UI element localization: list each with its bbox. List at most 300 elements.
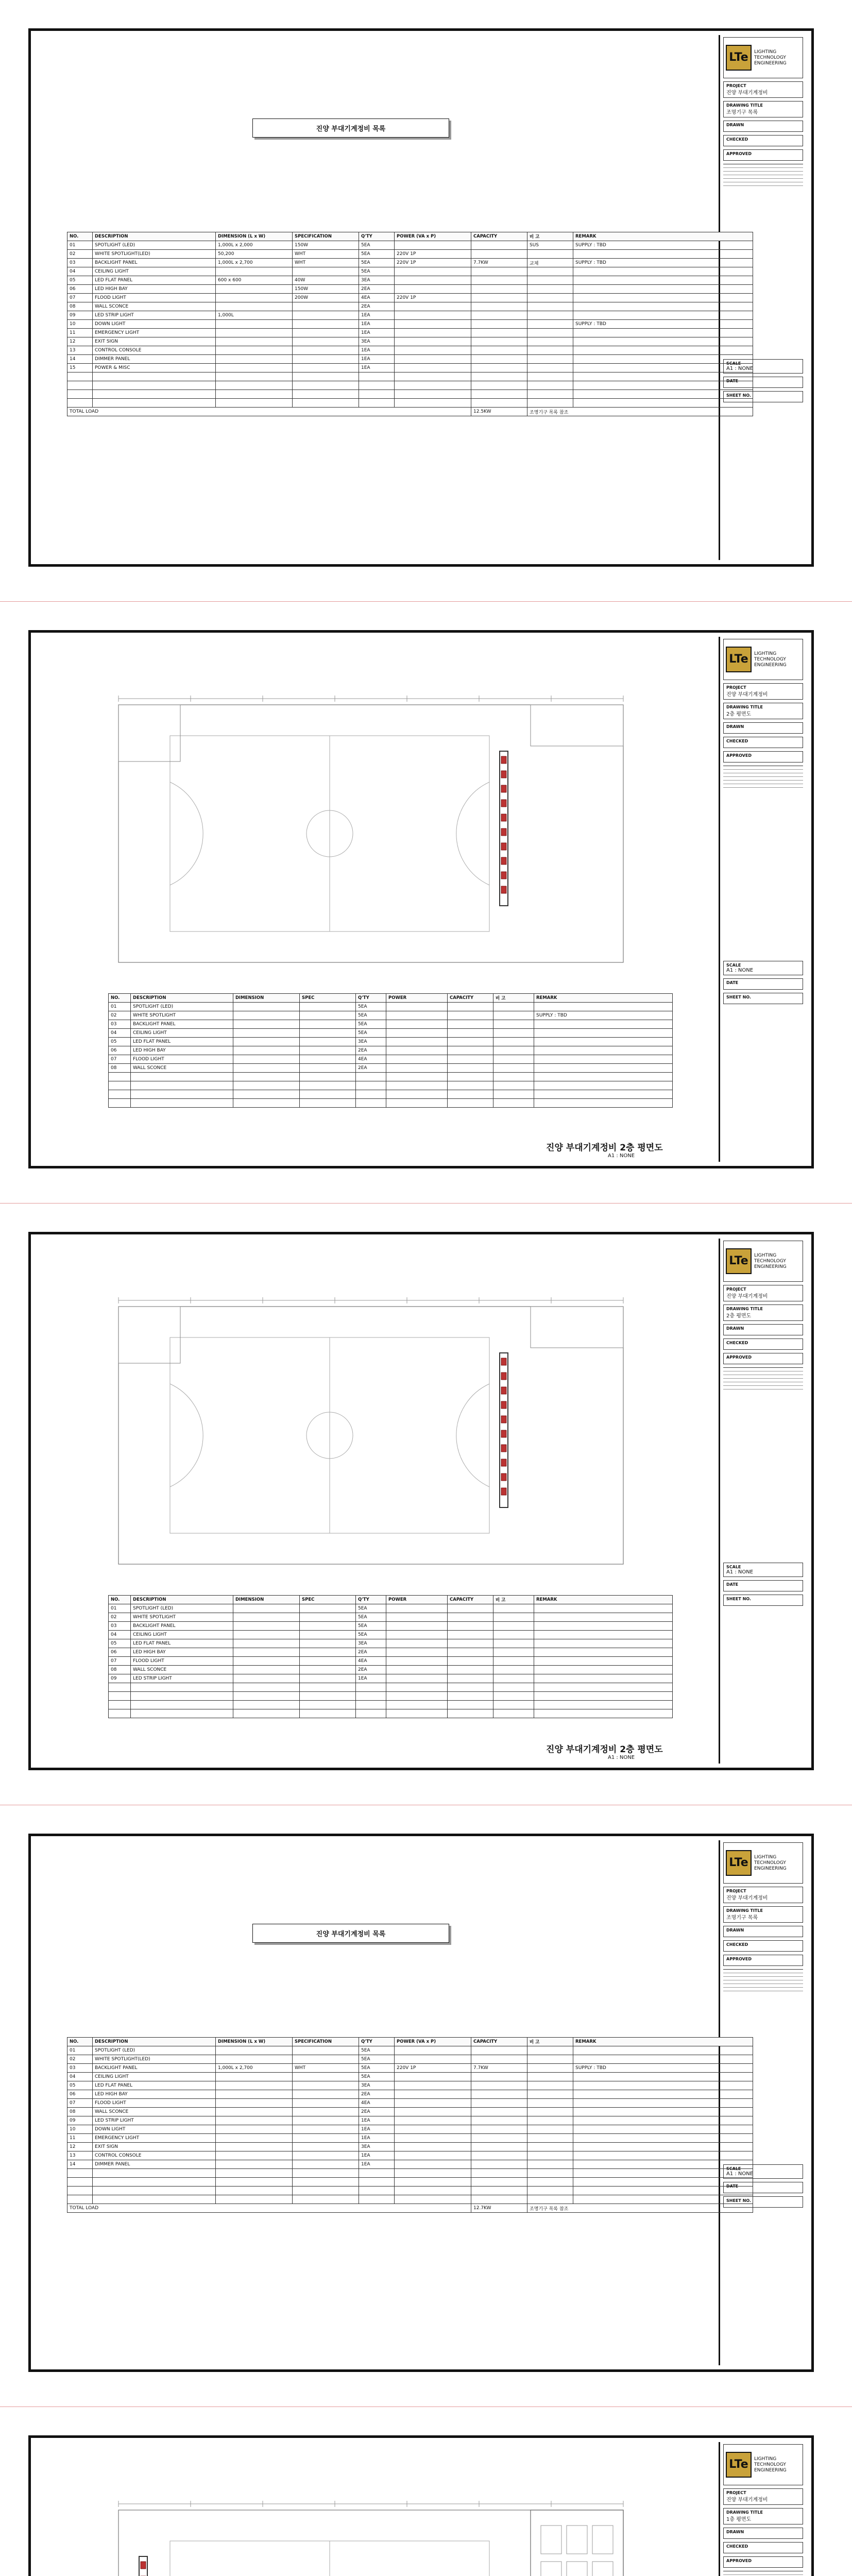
table-cell [293, 2116, 359, 2125]
field-label: PROJECT [726, 1287, 746, 1292]
table-cell: 2EA [359, 2108, 395, 2116]
light-fixture [501, 1401, 506, 1409]
firm-name-line: TECHNOLOGY [754, 656, 786, 662]
table-row [67, 2125, 753, 2134]
table-cell [216, 267, 293, 276]
revision-line [723, 1980, 803, 1984]
table-cell: BACKLIGHT PANEL [93, 2064, 216, 2073]
light-fixture [501, 1445, 506, 1452]
table-cell: DOWN LIGHT [93, 2125, 216, 2134]
column-header: SPECIFICATION [293, 232, 359, 241]
table-cell [109, 1692, 131, 1701]
light-fixture [501, 843, 506, 850]
table-cell: LED HIGH BAY [131, 1046, 233, 1055]
table-cell: 13 [67, 2151, 93, 2160]
table-cell [534, 1604, 673, 1613]
table-total-row [67, 2204, 753, 2213]
firm-logo [723, 1842, 803, 1884]
table-cell [359, 2195, 395, 2204]
date-cell [723, 1580, 803, 1591]
table-cell [448, 1666, 493, 1674]
revision-line [723, 1371, 803, 1375]
scale-cell [723, 961, 803, 975]
table-cell [386, 1081, 448, 1090]
table-cell [293, 2143, 359, 2151]
table-cell [527, 2116, 573, 2125]
table-cell [534, 1038, 673, 1046]
table-cell [131, 1073, 233, 1081]
table-cell: SUPPLY : TBD [573, 2064, 753, 2073]
table-cell [534, 1613, 673, 1622]
toilet-stall [592, 2526, 613, 2554]
table-cell [395, 2073, 471, 2081]
column-header: DESCRIPTION [131, 1596, 233, 1604]
table-cell [534, 1099, 673, 1108]
table-cell [233, 1692, 300, 1701]
field-label: DRAWN [726, 2530, 744, 2534]
field-label: PROJECT [726, 83, 746, 88]
table-cell [527, 285, 573, 294]
table-cell [216, 2134, 293, 2143]
building-outline [118, 705, 623, 962]
field-label: DATE [726, 2184, 739, 2189]
table-cell [471, 2178, 527, 2187]
table-cell [573, 276, 753, 285]
table-cell [534, 1674, 673, 1683]
table-cell: 5EA [356, 1604, 386, 1613]
table-cell [573, 2187, 753, 2195]
table-cell [395, 2055, 471, 2064]
revision-lines [723, 2571, 803, 2576]
table-cell [534, 1639, 673, 1648]
table-cell: 12 [67, 2143, 93, 2151]
table-cell [300, 1604, 356, 1613]
table-cell [216, 2143, 293, 2151]
table-cell [131, 1683, 233, 1692]
table-cell: 교체 [527, 259, 573, 267]
table-cell: 14 [67, 2160, 93, 2169]
table-cell [573, 364, 753, 372]
table-row-empty [67, 2178, 753, 2187]
field-value: A1 : NONE [726, 968, 754, 973]
table-cell [395, 390, 471, 399]
table-cell [395, 2151, 471, 2160]
table-cell [471, 337, 527, 346]
table-cell [471, 2134, 527, 2143]
table-row [67, 329, 753, 337]
table-cell [471, 2116, 527, 2125]
table-cell [233, 1099, 300, 1108]
table-cell [395, 2081, 471, 2090]
table-cell [471, 390, 527, 399]
table-cell [527, 355, 573, 364]
column-header: 비 고 [493, 994, 534, 1003]
table-cell [534, 1631, 673, 1639]
drawing-title-cell [723, 1906, 803, 1923]
checked-cell [723, 1940, 803, 1952]
revision-line [723, 1382, 803, 1386]
table-cell [527, 311, 573, 320]
column-header: POWER [386, 1596, 448, 1604]
table-cell [233, 1648, 300, 1657]
table-cell [293, 2187, 359, 2195]
table-row [67, 311, 753, 320]
table-cell: 09 [67, 2116, 93, 2125]
table-cell [216, 320, 293, 329]
table-cell [395, 2046, 471, 2055]
court-arc-left [170, 1384, 203, 1487]
table-cell: CEILING LIGHT [131, 1029, 233, 1038]
table-cell [493, 1064, 534, 1073]
schedule-table [108, 993, 673, 1108]
table-cell [573, 329, 753, 337]
sheet-number-cell [723, 1595, 803, 1606]
table-cell [471, 346, 527, 355]
table-cell [527, 390, 573, 399]
column-header: Q'TY [356, 994, 386, 1003]
table-cell [67, 381, 93, 390]
field-label: PROJECT [726, 2490, 746, 2495]
table-cell: WALL SCONCE [131, 1666, 233, 1674]
table-cell [386, 1657, 448, 1666]
plan-scale: A1 : NONE [608, 1153, 635, 1159]
table-cell [534, 1064, 673, 1073]
table-cell: SPOTLIGHT (LED) [131, 1604, 233, 1613]
field-label: CHECKED [726, 137, 748, 142]
light-fixture [501, 1358, 506, 1365]
table-cell [471, 267, 527, 276]
table-cell: 5EA [359, 2046, 395, 2055]
field-value: 2층 평면도 [726, 1313, 752, 1319]
table-cell: 220V 1P [395, 2064, 471, 2073]
table-cell [573, 2116, 753, 2125]
table-cell [527, 320, 573, 329]
table-cell: FLOOD LIGHT [93, 294, 216, 302]
column-header: REMARK [534, 994, 673, 1003]
table-cell [573, 346, 753, 355]
table-row [109, 1674, 673, 1683]
column-header: 비 고 [493, 1596, 534, 1604]
drawing-sheet [0, 2407, 852, 2576]
table-cell: 06 [67, 2090, 93, 2099]
table-cell: 09 [109, 1674, 131, 1683]
table-cell [395, 285, 471, 294]
table-cell [293, 311, 359, 320]
table-cell [233, 1046, 300, 1055]
table-cell: EXIT SIGN [93, 2143, 216, 2151]
revision-line [723, 164, 803, 168]
schedule-table [108, 1595, 673, 1718]
table-cell [471, 2187, 527, 2195]
table-cell [471, 294, 527, 302]
table-cell [573, 2134, 753, 2143]
building-outline [118, 2510, 623, 2576]
table-cell [293, 2055, 359, 2064]
table-cell: 1EA [359, 2116, 395, 2125]
column-header: SPEC [300, 1596, 356, 1604]
table-cell [493, 1099, 534, 1108]
revision-line [723, 781, 803, 784]
table-cell [527, 2178, 573, 2187]
table-cell [233, 1081, 300, 1090]
table-cell [573, 372, 753, 381]
column-header: DESCRIPTION [131, 994, 233, 1003]
table-cell: 150W [293, 241, 359, 250]
toilet-stall [541, 2562, 561, 2576]
table-cell [573, 294, 753, 302]
table-cell: 02 [67, 2055, 93, 2064]
table-cell [493, 1003, 534, 1011]
checked-cell [723, 1338, 803, 1350]
table-cell [356, 1090, 386, 1099]
table-cell [233, 1020, 300, 1029]
revision-line [723, 179, 803, 182]
light-fixture [501, 1473, 506, 1481]
table-row [109, 1613, 673, 1622]
table-cell: 1EA [359, 320, 395, 329]
table-cell: 03 [67, 2064, 93, 2073]
table-cell: WHITE SPOTLIGHT(LED) [93, 2055, 216, 2064]
table-cell [395, 399, 471, 408]
table-cell [573, 302, 753, 311]
table-cell [216, 2195, 293, 2204]
table-cell [300, 1011, 356, 1020]
table-cell [300, 1631, 356, 1639]
checked-cell [723, 2542, 803, 2553]
table-cell [395, 276, 471, 285]
column-header: REMARK [534, 1596, 673, 1604]
revision-line [723, 2571, 803, 2575]
revision-line [723, 777, 803, 781]
table-cell [471, 2046, 527, 2055]
firm-name-line: LIGHTING [754, 1252, 777, 1258]
logo-mark: LTe [726, 1248, 752, 1274]
table-cell [233, 1622, 300, 1631]
table-cell: 1,000L [216, 311, 293, 320]
table-cell [448, 1099, 493, 1108]
table-cell [395, 2195, 471, 2204]
table-cell [527, 2055, 573, 2064]
table-cell [93, 2169, 216, 2178]
table-cell: 2EA [359, 285, 395, 294]
table-cell [386, 1613, 448, 1622]
table-row [67, 276, 753, 285]
table-cell: 09 [67, 311, 93, 320]
table-cell: 5EA [356, 1613, 386, 1622]
field-label: DRAWN [726, 1326, 744, 1331]
table-cell: 10 [67, 320, 93, 329]
table-cell [293, 372, 359, 381]
table-cell [216, 372, 293, 381]
table-cell [216, 2187, 293, 2195]
table-cell [233, 1055, 300, 1064]
table-cell: 5EA [356, 1003, 386, 1011]
table-cell: FLOOD LIGHT [131, 1055, 233, 1064]
table-cell: 50,200 [216, 250, 293, 259]
firm-logo [723, 2444, 803, 2485]
table-cell [493, 1029, 534, 1038]
table-cell [471, 2160, 527, 2169]
table-cell [293, 2169, 359, 2178]
table-cell [293, 2081, 359, 2090]
table-cell: 7.7KW [471, 2064, 527, 2073]
sheet-frame [28, 28, 814, 567]
table-cell [448, 1073, 493, 1081]
table-cell [131, 1099, 233, 1108]
drawing-sheet [0, 1805, 852, 2407]
table-cell: 200W [293, 294, 359, 302]
firm-name-line: LIGHTING [754, 651, 777, 656]
light-fixture [501, 771, 506, 778]
drawing-title-cell [723, 1304, 803, 1321]
logo-mark: LTe [726, 2452, 752, 2478]
table-cell [395, 372, 471, 381]
table-total-row [67, 408, 753, 416]
field-label: DRAWING TITLE [726, 705, 763, 709]
room-top-right [531, 705, 623, 746]
table-cell: SUPPLY : TBD [573, 320, 753, 329]
table-row [67, 355, 753, 364]
table-cell: 06 [109, 1046, 131, 1055]
total-remark: 조명기구 목록 참조 [527, 408, 753, 416]
table-cell: 04 [67, 2073, 93, 2081]
revision-lines [723, 1969, 803, 1991]
table-cell [395, 2143, 471, 2151]
table-cell: EXIT SIGN [93, 337, 216, 346]
table-cell [395, 329, 471, 337]
table-cell: 1EA [359, 2125, 395, 2134]
table-cell [300, 1613, 356, 1622]
title-block [719, 2442, 806, 2576]
drawing-title-cell [723, 101, 803, 117]
table-cell: 07 [109, 1657, 131, 1666]
table-cell [448, 1622, 493, 1631]
field-label: SCALE [726, 2166, 741, 2171]
table-cell [386, 1701, 448, 1709]
revision-line [723, 1977, 803, 1980]
table-cell [395, 2125, 471, 2134]
table-cell [395, 2108, 471, 2116]
drawn-cell [723, 121, 803, 132]
table-cell [573, 2178, 753, 2187]
approved-cell [723, 1353, 803, 1364]
table-cell [527, 2064, 573, 2073]
table-row [67, 250, 753, 259]
table-cell: SUPPLY : TBD [573, 241, 753, 250]
title-block-spacer [723, 1389, 803, 1560]
revision-line [723, 770, 803, 773]
table-cell [359, 399, 395, 408]
table-cell [293, 364, 359, 372]
table-cell [493, 1613, 534, 1622]
column-header: DIMENSION [233, 1596, 300, 1604]
field-label: DRAWING TITLE [726, 1908, 763, 1913]
table-cell [300, 1046, 356, 1055]
schedule-title: 진양 부대기계정비 목록 [252, 1924, 449, 1943]
revision-line [723, 1368, 803, 1371]
table-row [67, 2160, 753, 2169]
firm-logo [723, 639, 803, 680]
sheet-frame [28, 2435, 814, 2576]
table-cell [527, 2046, 573, 2055]
revision-line [723, 175, 803, 179]
light-fixture [501, 1387, 506, 1394]
table-cell [395, 2090, 471, 2099]
field-value: A1 : NONE [726, 366, 754, 371]
date-cell [723, 978, 803, 990]
column-header: SPECIFICATION [293, 2038, 359, 2046]
table-cell: SPOTLIGHT (LED) [93, 241, 216, 250]
table-cell [527, 302, 573, 311]
table-cell: 5EA [356, 1029, 386, 1038]
table-cell [573, 399, 753, 408]
table-cell [131, 1709, 233, 1718]
table-cell [233, 1657, 300, 1666]
light-fixture [501, 800, 506, 807]
table-cell [356, 1081, 386, 1090]
table-cell [386, 1003, 448, 1011]
table-cell [216, 2081, 293, 2090]
table-cell: LED STRIP LIGHT [93, 2116, 216, 2125]
table-row [109, 1666, 673, 1674]
field-value: 진양 부대기계정비 [726, 90, 768, 96]
drawn-cell [723, 2528, 803, 2539]
title-block-spacer [723, 788, 803, 958]
column-header: CAPACITY [471, 2038, 527, 2046]
table-cell [300, 1666, 356, 1674]
table-cell [293, 355, 359, 364]
firm-name-line: TECHNOLOGY [754, 1860, 786, 1866]
table-cell: WHT [293, 259, 359, 267]
table-cell [448, 1639, 493, 1648]
table-header-row [109, 1596, 673, 1604]
table-cell [109, 1099, 131, 1108]
table-cell [527, 2143, 573, 2151]
table-cell [359, 381, 395, 390]
table-cell [471, 2151, 527, 2160]
table-cell [573, 2081, 753, 2090]
table-cell: 01 [67, 241, 93, 250]
sheet-frame [28, 1232, 814, 1770]
table-cell: 2EA [356, 1064, 386, 1073]
table-cell [527, 2151, 573, 2160]
table-cell [216, 285, 293, 294]
project-name-cell [723, 683, 803, 700]
table-cell [67, 2178, 93, 2187]
table-cell [471, 2090, 527, 2099]
field-label: DRAWN [726, 1928, 744, 1933]
table-cell: 5EA [359, 241, 395, 250]
table-cell [300, 1003, 356, 1011]
table-cell: LED HIGH BAY [93, 2090, 216, 2099]
table-cell [534, 1683, 673, 1692]
table-cell [386, 1029, 448, 1038]
room-top-left [118, 1307, 180, 1363]
table-cell [527, 399, 573, 408]
table-cell: LED STRIP LIGHT [93, 311, 216, 320]
light-fixture [501, 1372, 506, 1380]
table-cell [493, 1666, 534, 1674]
table-cell: WHT [293, 250, 359, 259]
table-cell: 1EA [359, 311, 395, 320]
table-cell [534, 1622, 673, 1631]
table-cell [109, 1081, 131, 1090]
field-label: SHEET NO. [726, 2198, 751, 2203]
table-cell [448, 1003, 493, 1011]
table-cell: 5EA [359, 259, 395, 267]
table-cell [493, 1011, 534, 1020]
table-cell: 08 [67, 2108, 93, 2116]
